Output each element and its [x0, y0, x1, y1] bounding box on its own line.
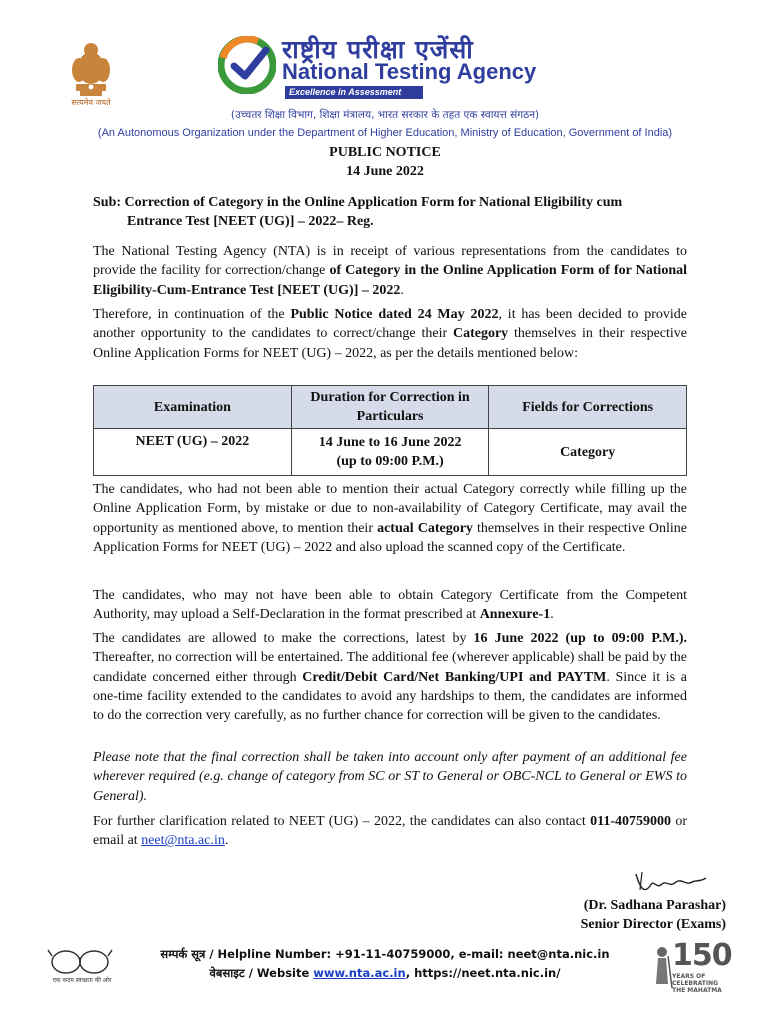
notice-subject	[93, 193, 693, 231]
nta-logo-icon	[218, 36, 276, 94]
signatory-designation: Senior Director (Exams)	[580, 917, 726, 932]
gandhi-150-number: 150	[672, 938, 732, 973]
table-header-row	[94, 386, 687, 429]
signatory-name: (Dr. Sadhana Parashar)	[583, 898, 726, 913]
organization-english: (An Autonomous Organization under the Department of Higher Education, Ministry of Education, Government of India)	[97, 127, 673, 139]
emblem-caption: सत्यमेव जयते	[71, 98, 111, 107]
paragraph-3: The candidates, who had not been able to mention their actual Category correctly while filling up the Online Application Form, by mistake or due to non-availability of Category Certificate, may avail the opportunity as mentioned above, to mention their actual Category themselves in their respective Online Application Forms for NEET (UG) – 2022 and also upload the scanned copy of the Certificate.	[93, 482, 687, 555]
agency-hindi-name: राष्ट्रीय परीक्षा एजेंसी	[282, 35, 474, 64]
agency-tagline: Excellence in Assessment	[285, 86, 423, 99]
paragraph-6-note: Please note that the final correction shall be taken into account only after payment of an additional fee wherever required (e.g. change of category from SC or ST to General or OBC-NCL to General or EWS to General).	[93, 750, 687, 804]
table-cell: Category	[489, 429, 687, 476]
organization-hindi: (उच्चतर शिक्षा विभाग, शिक्षा मंत्रालय, भारत सरकार के तहत एक स्वायत्त संगठन)	[230, 109, 540, 121]
paragraph-4: The candidates, who may not have been able to obtain Category Certificate from the Competent Authority, may upload a Self-Declaration in the format prescribed at Annexure-1.	[93, 588, 687, 623]
paragraph-5: The candidates are allowed to make the corrections, latest by 16 June 2022 (up to 09:00 P.M.). Thereafter, no correction will be entertained. The additional fee (wherever applicable) shall be paid by the candidate concerned either through Credit/Debit Card/Net Banking/UPI and PAYTM. Since it is a one-time facility extended to the candidates to avoid any hardships to them, the candidates are informed to do the correction very carefully, as no further chance for correction will be given to the candidates.	[93, 631, 687, 724]
gandhi-150-caption: YEARS OF CELEBRATING THE MAHATMA	[672, 973, 722, 994]
table-cell	[291, 429, 489, 476]
footer-website: वेबसाइट / Website www.nta.ac.in, https://neet.nta.nic.in/	[209, 966, 561, 980]
table-header-cell: Duration for Correction in Particulars	[291, 386, 489, 429]
signature-icon	[630, 868, 710, 896]
table-cell: NEET (UG) – 2022	[94, 429, 292, 476]
paragraph-1: The National Testing Agency (NTA) is in receipt of various representations from the candidates to provide the facility for correction/change of Category in the Online Application Form of for National Eligibility-Cum-Entrance Test [NEET (UG)] – 2022.	[93, 244, 687, 298]
website-link[interactable]: www.nta.ac.in	[313, 966, 406, 980]
subject-line-2: Entrance Test [NEET (UG)] – 2022– Reg.	[127, 214, 374, 229]
notice-date: 14 June 2022	[346, 164, 424, 179]
footer-helpline: सम्पर्क सूत्र / Helpline Number: +91-11-40759000, e-mail: neet@nta.nic.in	[160, 947, 610, 961]
paragraph-7: For further clarification related to NEET (UG) – 2022, the candidates can also contact 011-40759000 or email at neet@nta.ac.in.	[93, 814, 687, 849]
subject-line-1: Sub: Correction of Category in the Online Application Form for National Eligibility cum	[93, 195, 623, 210]
table-row	[94, 429, 687, 476]
correction-details-table	[93, 385, 687, 476]
table-header-cell: Examination	[94, 386, 292, 429]
paragraph-2: Therefore, in continuation of the Public Notice dated 24 May 2022, it has been decided to provide another opportunity to the candidates to correct/change their Category themselves in their respective Online Application Forms for NEET (UG) – 2022, as per the details mentioned below:	[93, 307, 688, 361]
table-header-cell: Fields for Corrections	[489, 386, 687, 429]
agency-english-name: National Testing Agency	[282, 59, 537, 84]
duration-time: (up to 09:00 P.M.)	[336, 454, 444, 469]
swachh-bharat-caption: एक कदम स्वच्छता की ओर	[52, 977, 112, 984]
duration-dates: 14 June to 16 June 2022	[318, 435, 462, 450]
notice-title: PUBLIC NOTICE	[329, 145, 441, 160]
contact-email-link[interactable]: neet@nta.ac.in	[141, 833, 225, 849]
